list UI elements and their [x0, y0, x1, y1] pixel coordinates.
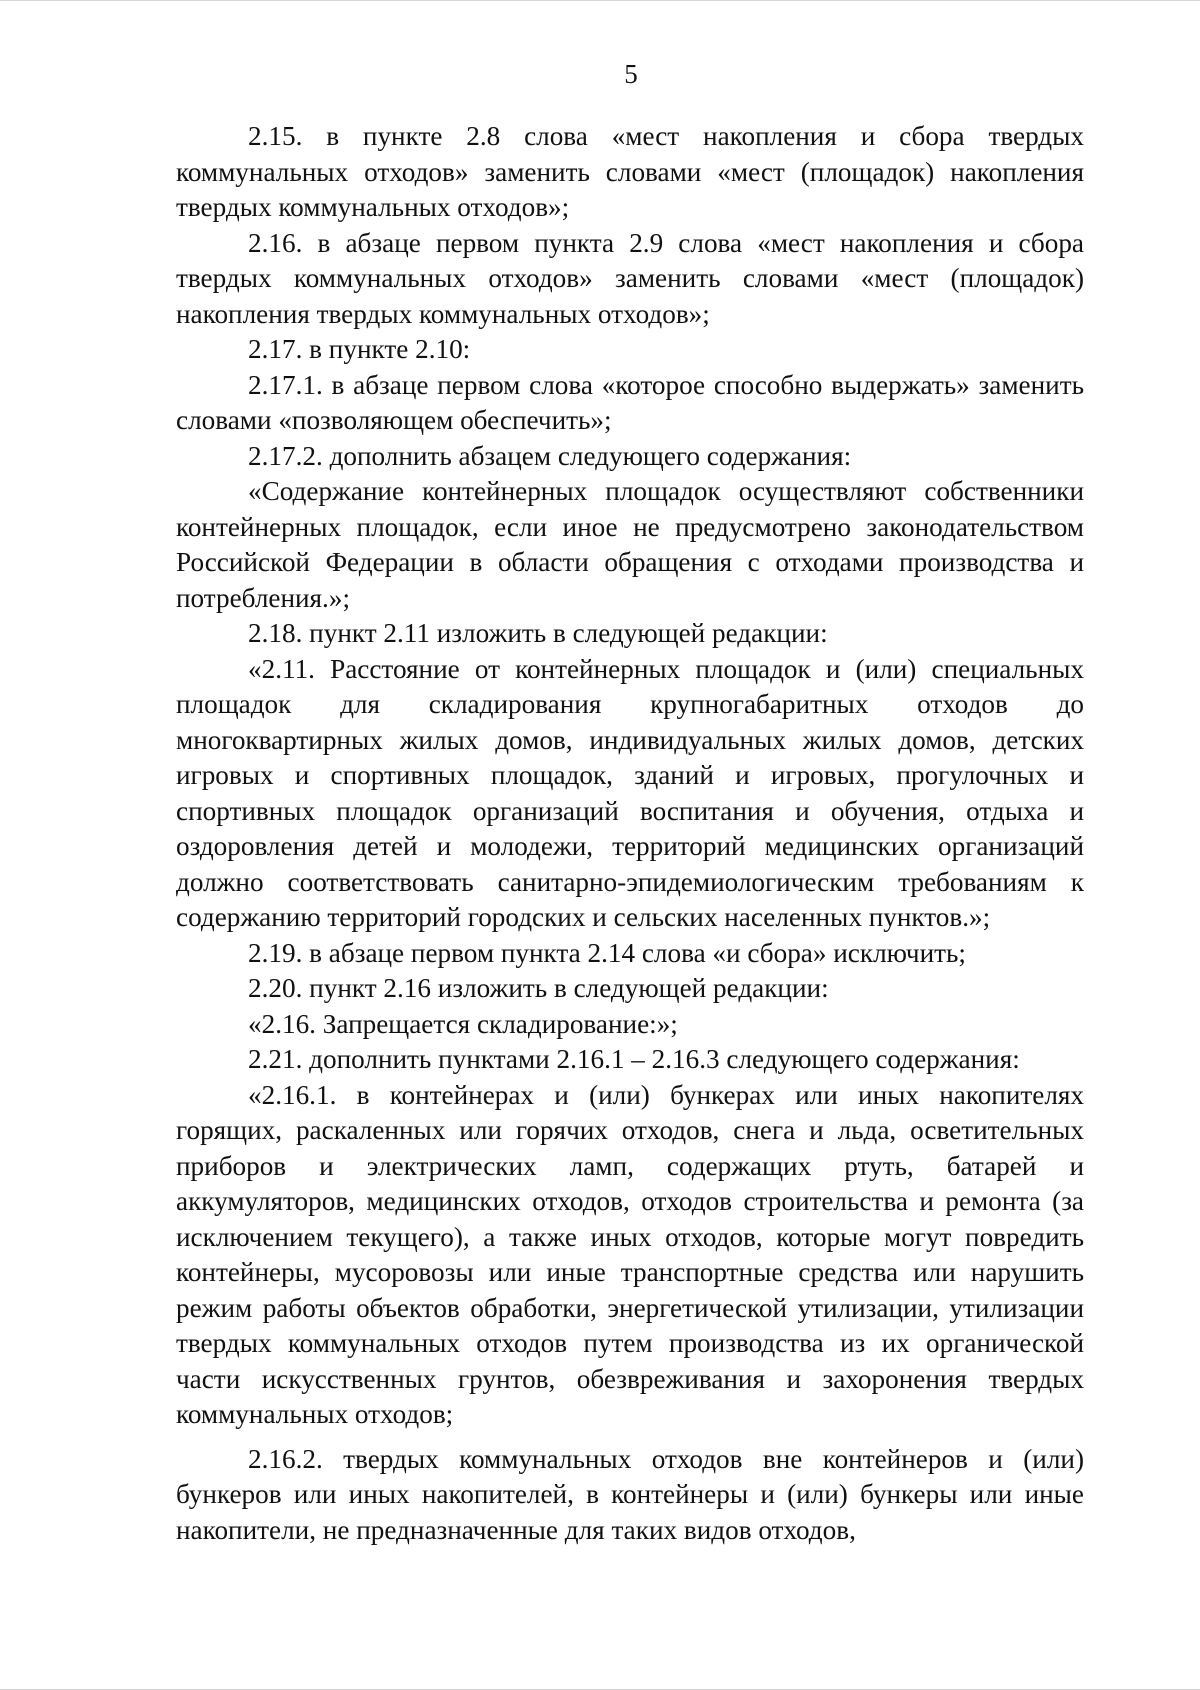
- paragraph-2-17-1: 2.17.1. в абзаце первом слова «которое способно выдержать» заменить словами «позволяющем обеспечить»;: [176, 369, 1084, 435]
- paragraph-quote-container-maintenance: «Содержание контейнерных площадок осуществляют собственники контейнерных площадок, если иное не предусмотрено законодательством Российской Федерации в области обращения с отходами производства и потребления.»;: [176, 476, 1084, 613]
- paragraph-quote-2-11: «2.11. Расстояние от контейнерных площадок и (или) специальных площадок для складирования крупногабаритных отходов до многоквартирных жилых домов, индивидуальных жилых домов, детских игровых и спортивных площадок, зданий и игровых, прогулочных и спортивных площадок организаций воспитания и обучения, отдыха и оздоровления детей и молодежи, территорий медицинских организаций должно соответствовать санитарно-эпидемиологическим требованиям к содержанию территорий городских и сельских населенных пунктов.»;: [176, 653, 1084, 932]
- paragraph-quote-2-16: «2.16. Запрещается складирование:»;: [248, 1008, 678, 1039]
- paragraph-2-17: 2.17. в пункте 2.10:: [248, 334, 471, 364]
- paragraph-2-16-2: 2.16.2. твердых коммунальных отходов вне контейнеров и (или) бункеров или иных накопителей, в контейнеры и (или) бункеры или иные накопители, не предназначенные для таких видов отходов,: [176, 1443, 1084, 1545]
- paragraph-2-21: 2.21. дополнить пунктами 2.16.1 – 2.16.3 следующего содержания:: [248, 1044, 1020, 1074]
- document-body: [176, 119, 1084, 1548]
- page-number: 5: [624, 59, 638, 89]
- paragraph-2-15: 2.15. в пункте 2.8 слова «мест накопления и сбора твердых коммунальных отходов» заменить словами «мест (площадок) накопления твердых коммунальных отходов»;: [176, 121, 1084, 222]
- paragraph-2-19: 2.19. в абзаце первом пункта 2.14 слова «и сбора» исключить;: [248, 937, 966, 968]
- paragraph-2-18: 2.18. пункт 2.11 изложить в следующей редакции:: [248, 618, 828, 648]
- paragraph-2-16: 2.16. в абзаце первом пункта 2.9 слова «мест накопления и сбора твердых коммунальных отходов» заменить словами «мест (площадок) накопления твердых коммунальных отходов»;: [176, 227, 1084, 329]
- paragraph-2-20: 2.20. пункт 2.16 изложить в следующей редакции:: [248, 973, 829, 1003]
- paragraph-quote-2-16-1: «2.16.1. в контейнерах и (или) бункерах или иных накопителях горящих, раскаленных или горячих отходов, снега и льда, осветительных приборов и электрических ламп, содержащих ртуть, батарей и аккумуляторов, медицинских отходов, отходов строительства и ремонта (за исключением текущего), а также иных отходов, которые могут повредить контейнеры, мусоровозы или иные транспортные средства или нарушить режим работы объектов обработки, энергетической утилизации, утилизации твердых коммунальных отходов путем производства из их органической части искусственных грунтов, обезвреживания и захоронения твердых коммунальных отходов;: [176, 1079, 1084, 1429]
- paragraph-2-17-2: 2.17.2. дополнить абзацем следующего содержания:: [248, 440, 852, 471]
